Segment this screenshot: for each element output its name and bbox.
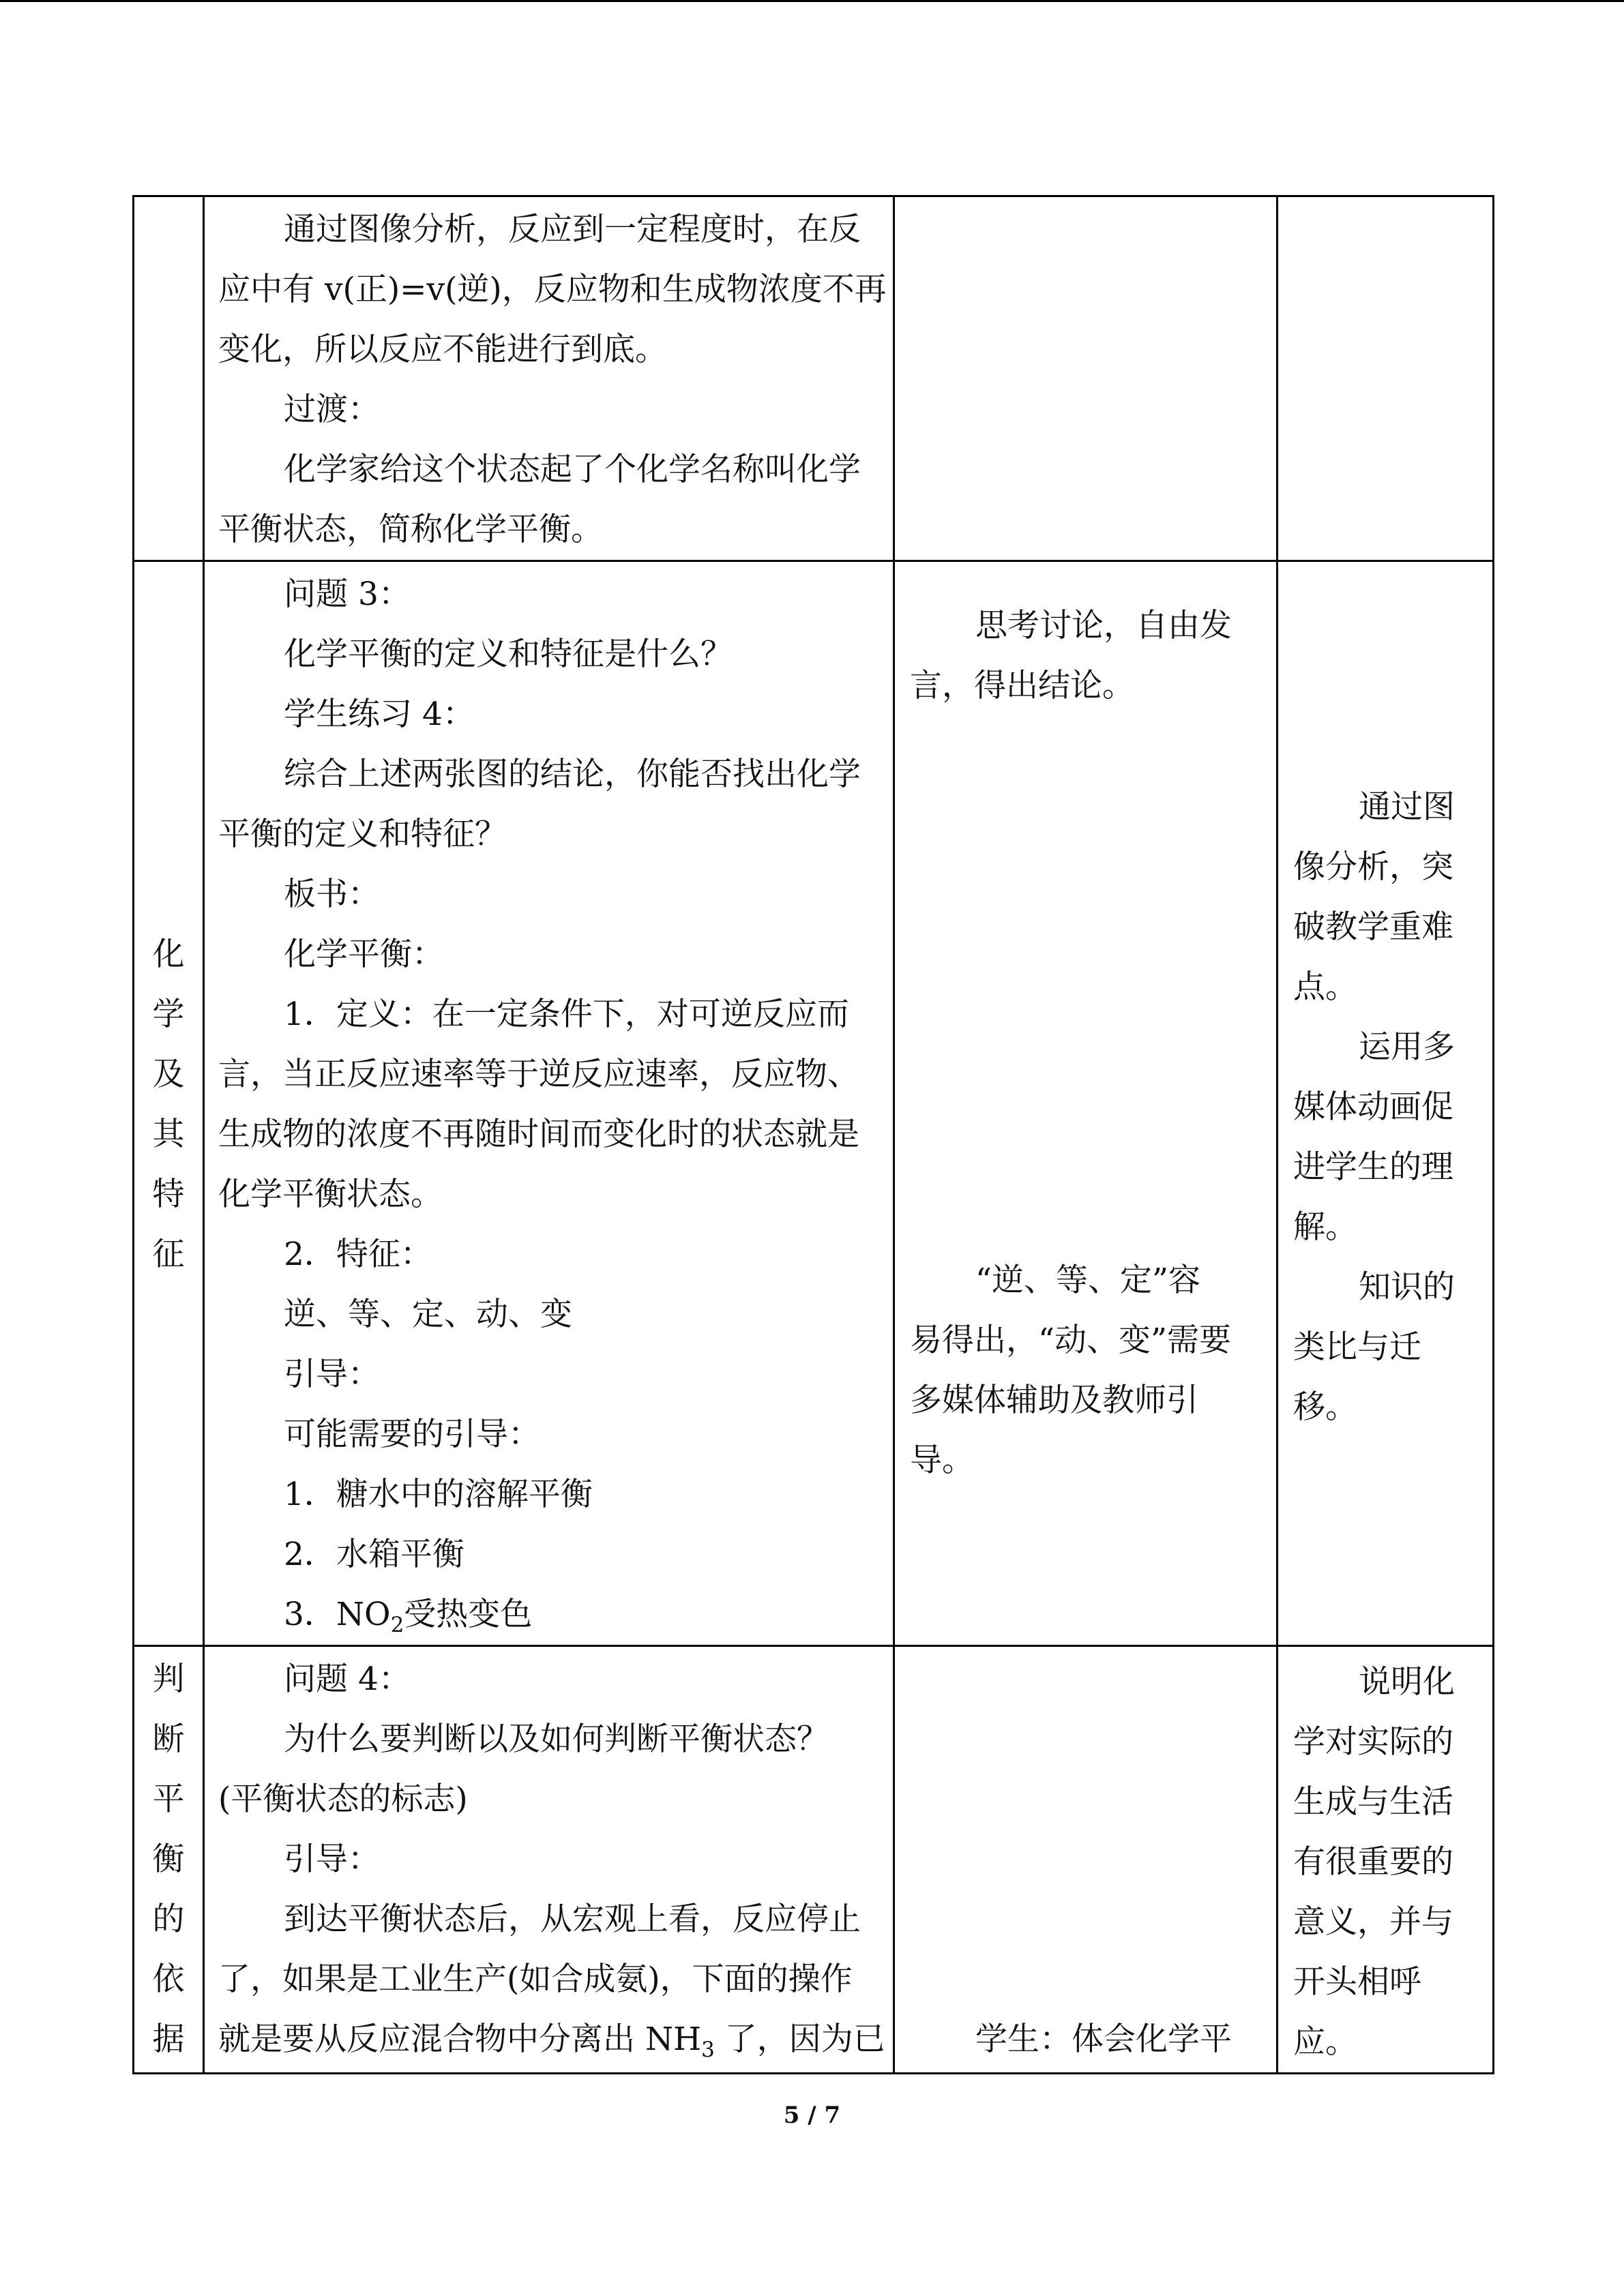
row2-purpose-cell xyxy=(1278,561,1494,1646)
table-row-definition xyxy=(134,561,1494,1646)
activity-block-student xyxy=(910,2010,1269,2070)
lesson-plan-table xyxy=(132,195,1494,2074)
content-line: 化学平衡状态。 xyxy=(218,1176,443,1213)
row-label-char: 化 xyxy=(152,936,185,973)
row1-content-cell xyxy=(204,196,894,561)
content-line: 化学平衡： xyxy=(284,936,444,973)
content-line-formula xyxy=(218,2010,906,2070)
row-label-char: 的 xyxy=(152,1900,185,1938)
row-label-char: 特 xyxy=(152,1176,185,1213)
purpose-line: 类比与迁 xyxy=(1293,1328,1421,1366)
purpose-line: 进学生的理 xyxy=(1293,1148,1453,1186)
content-line: 化学家给这个状态起了个化学名称叫化学 xyxy=(284,451,861,488)
formula-text: 就是要从反应混合物中分离出 NH xyxy=(218,2021,702,2058)
formula-text: 受热变色 xyxy=(404,1596,533,1633)
purpose-line: 通过图 xyxy=(1359,788,1455,826)
content-line: 可能需要的引导： xyxy=(284,1416,540,1453)
content-line: 变化，所以反应不能进行到底。 xyxy=(218,331,667,368)
content-line: 应中有 v(正)=v(逆)，反应物和生成物浓度不再 xyxy=(218,271,887,308)
row1-purpose-cell xyxy=(1278,196,1494,561)
activity-line: 易得出，“动、变”需要 xyxy=(910,1322,1232,1359)
purpose-line: 点。 xyxy=(1293,968,1357,1006)
activity-line: 言，得出结论。 xyxy=(910,667,1134,704)
content-line: 平衡状态，简称化学平衡。 xyxy=(218,511,603,548)
purpose-line: 破教学重难 xyxy=(1293,908,1453,946)
row-label-char: 其 xyxy=(152,1116,185,1153)
row1-activity-cell xyxy=(894,196,1278,561)
row-label-char: 征 xyxy=(152,1236,185,1273)
row-label-char: 及 xyxy=(152,1056,185,1093)
row-label-char: 衡 xyxy=(152,1840,185,1878)
row-label-char: 平 xyxy=(152,1780,185,1818)
row-label-char: 学 xyxy=(152,996,185,1033)
content-line: 逆、等、定、动、变 xyxy=(284,1296,572,1333)
row-label-char: 判 xyxy=(152,1660,185,1698)
formula-subscript: 2 xyxy=(390,1613,404,1637)
content-line: 问题 4： xyxy=(284,1660,411,1698)
row3-activity-cell xyxy=(894,1646,1278,2074)
row1-label-cell xyxy=(134,196,204,561)
content-line: (平衡状态的标志) xyxy=(218,1780,468,1818)
content-line: 言，当正反应速率等于逆反应速率，反应物、 xyxy=(218,1056,859,1093)
content-line: 1．定义：在一定条件下，对可逆反应而 xyxy=(284,996,849,1033)
row-label-char: 依 xyxy=(152,1960,185,1998)
content-line: 生成物的浓度不再随时间而变化时的状态就是 xyxy=(218,1116,859,1153)
content-line: 2．水箱平衡 xyxy=(284,1536,464,1573)
content-line: 引导： xyxy=(284,1356,380,1393)
row-label-char: 据 xyxy=(152,2021,185,2058)
purpose-line: 运用多 xyxy=(1359,1028,1455,1066)
content-line: 引导： xyxy=(284,1840,380,1878)
content-line: 化学平衡的定义和特征是什么？ xyxy=(284,636,733,673)
activity-line: “逆、等、定”容 xyxy=(975,1262,1201,1299)
page-number: 5 / 7 xyxy=(783,2102,841,2129)
row3-content-cell xyxy=(204,1646,894,2074)
table-row-transition xyxy=(134,196,1494,561)
content-line: 平衡的定义和特征？ xyxy=(218,816,507,853)
formula-subscript: 3 xyxy=(701,2038,715,2062)
purpose-line: 学对实际的 xyxy=(1293,1723,1453,1761)
content-line: 综合上述两张图的结论，你能否找出化学 xyxy=(284,756,861,793)
row2-content-cell xyxy=(204,561,894,1646)
purpose-line: 开头相呼 xyxy=(1293,1963,1421,2001)
purpose-line: 生成与生活 xyxy=(1293,1783,1453,1821)
row2-label-cell xyxy=(134,561,204,1646)
purpose-line: 知识的 xyxy=(1359,1268,1455,1306)
content-line-formula xyxy=(218,1585,906,1645)
content-line: 过渡： xyxy=(284,391,380,428)
content-line: 2．特征： xyxy=(284,1236,432,1273)
content-line: 问题 3： xyxy=(284,576,411,613)
activity-line: 思考讨论，自由发 xyxy=(975,607,1232,644)
activity-line: 多媒体辅助及教师引 xyxy=(910,1382,1198,1419)
page-top-border xyxy=(0,0,1624,2)
purpose-line: 移。 xyxy=(1293,1388,1357,1426)
content-line: 通过图像分析，反应到一定程度时，在反 xyxy=(284,211,861,248)
row3-purpose-cell xyxy=(1278,1646,1494,2074)
activity-block-discussion xyxy=(910,596,1269,716)
formula-text: 了，因为已 xyxy=(714,2021,885,2058)
purpose-line: 媒体动画促 xyxy=(1293,1088,1453,1126)
purpose-line: 应。 xyxy=(1293,2023,1357,2061)
purpose-line: 意义，并与 xyxy=(1293,1903,1453,1941)
purpose-line: 像分析，突 xyxy=(1293,848,1453,886)
row2-activity-cell xyxy=(894,561,1278,1646)
table-row-criteria xyxy=(134,1646,1494,2074)
content-line: 到达平衡状态后，从宏观上看，反应停止 xyxy=(284,1900,861,1938)
purpose-line: 有很重要的 xyxy=(1293,1843,1453,1881)
row3-label-cell xyxy=(134,1646,204,2074)
formula-text: 3．NO xyxy=(284,1596,391,1633)
purpose-line: 解。 xyxy=(1293,1208,1357,1246)
purpose-line: 说明化 xyxy=(1359,1663,1455,1701)
content-line: 为什么要判断以及如何判断平衡状态？ xyxy=(284,1720,829,1758)
content-line: 板书： xyxy=(284,876,380,913)
activity-block-features xyxy=(910,1251,1269,1491)
content-line: 1．糖水中的溶解平衡 xyxy=(284,1476,593,1513)
row-label-char: 断 xyxy=(152,1720,185,1758)
activity-line: 学生：体会化学平 xyxy=(975,2021,1232,2058)
activity-line: 导。 xyxy=(910,1442,974,1479)
content-line: 学生练习 4： xyxy=(284,696,475,733)
content-line: 了，如果是工业生产(如合成氨)，下面的操作 xyxy=(218,1960,853,1998)
